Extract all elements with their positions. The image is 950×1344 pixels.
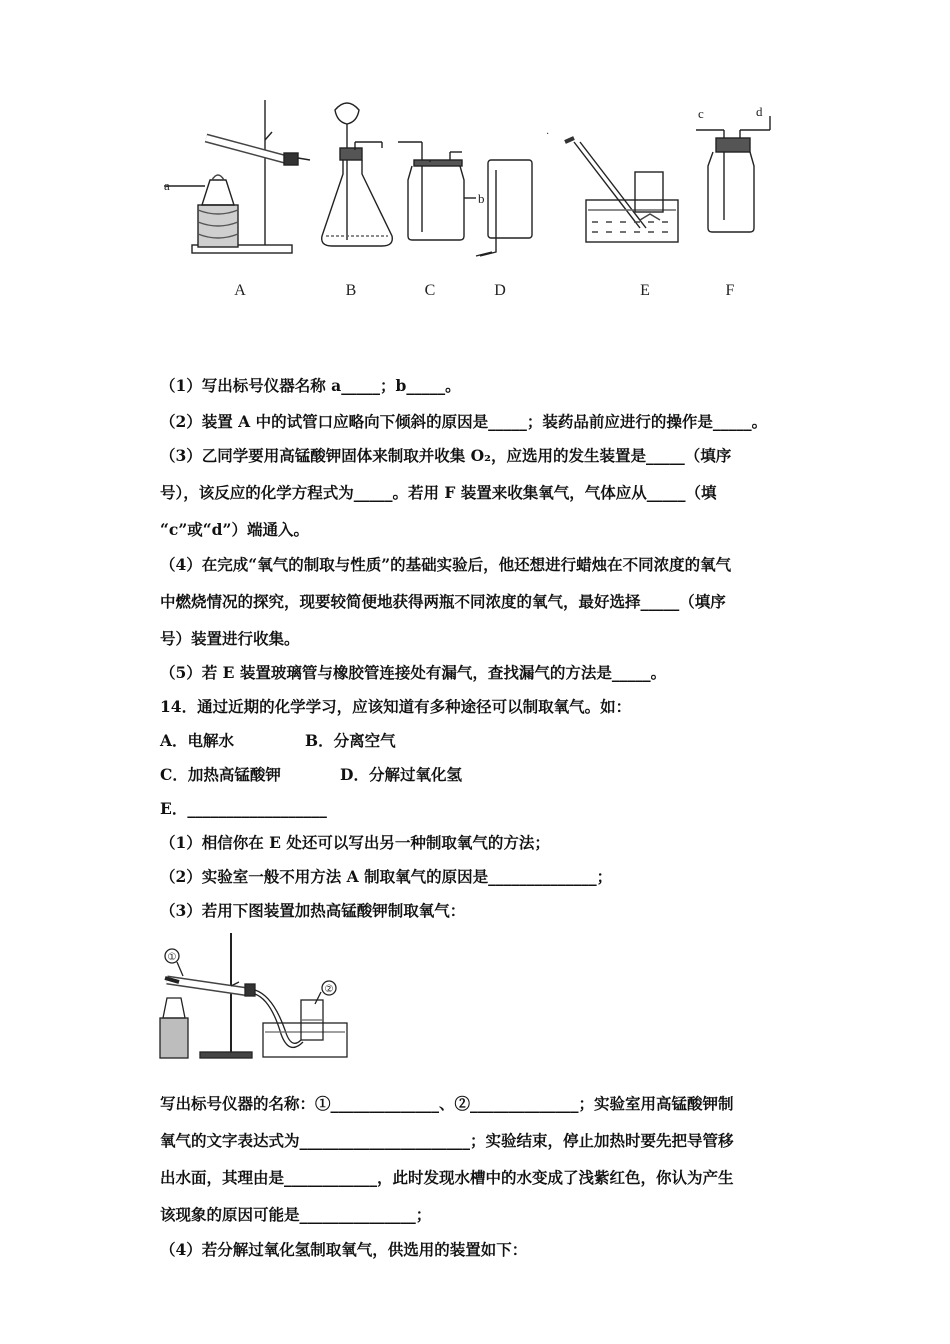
question-4-line-1: （4）在完成“氧气的制取与性质”的基础实验后，他还想进行蜡烛在不同浓度的氧气 xyxy=(160,555,732,574)
q14-paragraph-line-1: 写出标号仪器的名称：①______________、②______________；实验室用高锰酸钾制 xyxy=(160,1094,734,1113)
question-3-line-2: 号），该反应的化学方程式为_____。若用 F 装置来收集氧气，气体应从_____（填 xyxy=(160,483,717,502)
label-d: d xyxy=(756,104,763,119)
q14-sub-4: （4）若分解过氧化氢制取氧气，供选用的装置如下： xyxy=(160,1240,528,1259)
question-4-line-2: 中燃烧情况的探究，现要较简便地获得两瓶不同浓度的氧气，最好选择_____（填序 xyxy=(160,592,726,611)
q14-paragraph-line-4: 该现象的原因可能是_______________； xyxy=(160,1205,432,1224)
q14-option-b: B．分离空气 xyxy=(305,731,396,750)
mark-1: ① xyxy=(167,952,177,963)
figure-label-f: F xyxy=(725,282,735,299)
label-c: c xyxy=(698,106,704,121)
question-3-line-1: （3）乙同学要用高锰酸钾固体来制取并收集 O₂，应选用的发生装置是_____（填序 xyxy=(160,446,732,465)
apparatus-b xyxy=(322,103,393,246)
apparatus-c xyxy=(398,142,485,240)
q14-sub-3: （3）若用下图装置加热高锰酸钾制取氧气： xyxy=(160,901,466,920)
apparatus-figure xyxy=(150,90,800,310)
label-a: a xyxy=(164,178,170,193)
q14-option-c: C．加热高锰酸钾 xyxy=(160,765,281,784)
figure-label-c: C xyxy=(424,282,436,299)
figure-label-e: E xyxy=(640,282,650,299)
q14-option-d: D．分解过氧化氢 xyxy=(340,765,462,784)
q14-paragraph-line-3: 出水面，其理由是____________，此时发现水槽中的水变成了浅紫红色，你认为产生 xyxy=(160,1168,734,1187)
q14-option-e: E．__________________ xyxy=(160,799,327,818)
question-2: （2）装置 A 中的试管口应略向下倾斜的原因是_____；装药品前应进行的操作是_____。 xyxy=(160,412,768,431)
figure-label-b: B xyxy=(345,282,357,299)
label-b: b xyxy=(478,191,485,206)
figure-label-d: D xyxy=(494,282,506,299)
apparatus-e xyxy=(546,129,678,242)
kmno4-apparatus-figure xyxy=(155,928,355,1063)
question-4-line-3: 号）装置进行收集。 xyxy=(160,629,300,648)
q14-sub-1: （1）相信你在 E 处还可以写出另一种制取氧气的方法； xyxy=(160,833,550,852)
question-5: （5）若 E 装置玻璃管与橡胶管连接处有漏气，查找漏气的方法是_____。 xyxy=(160,663,667,682)
mark-2: ② xyxy=(324,984,334,995)
svg-text:·: · xyxy=(546,129,550,140)
apparatus-f xyxy=(696,104,770,232)
question-1: （1）写出标号仪器名称 a_____；b_____。 xyxy=(160,376,461,395)
q14-paragraph-line-2: 氧气的文字表达式为______________________；实验结束，停止加热时要先把导管移 xyxy=(160,1131,734,1150)
q14-stem: 14．通过近期的化学学习，应该知道有多种途径可以制取氧气。如： xyxy=(160,697,632,716)
apparatus-d xyxy=(476,160,532,256)
q14-option-a: A．电解水 xyxy=(160,731,235,750)
question-3-line-3: “c”或“d”）端通入。 xyxy=(160,520,309,539)
figure-label-a: A xyxy=(234,282,246,299)
q14-sub-2: （2）实验室一般不用方法 A 制取氧气的原因是______________； xyxy=(160,867,613,886)
apparatus-a xyxy=(164,100,310,253)
